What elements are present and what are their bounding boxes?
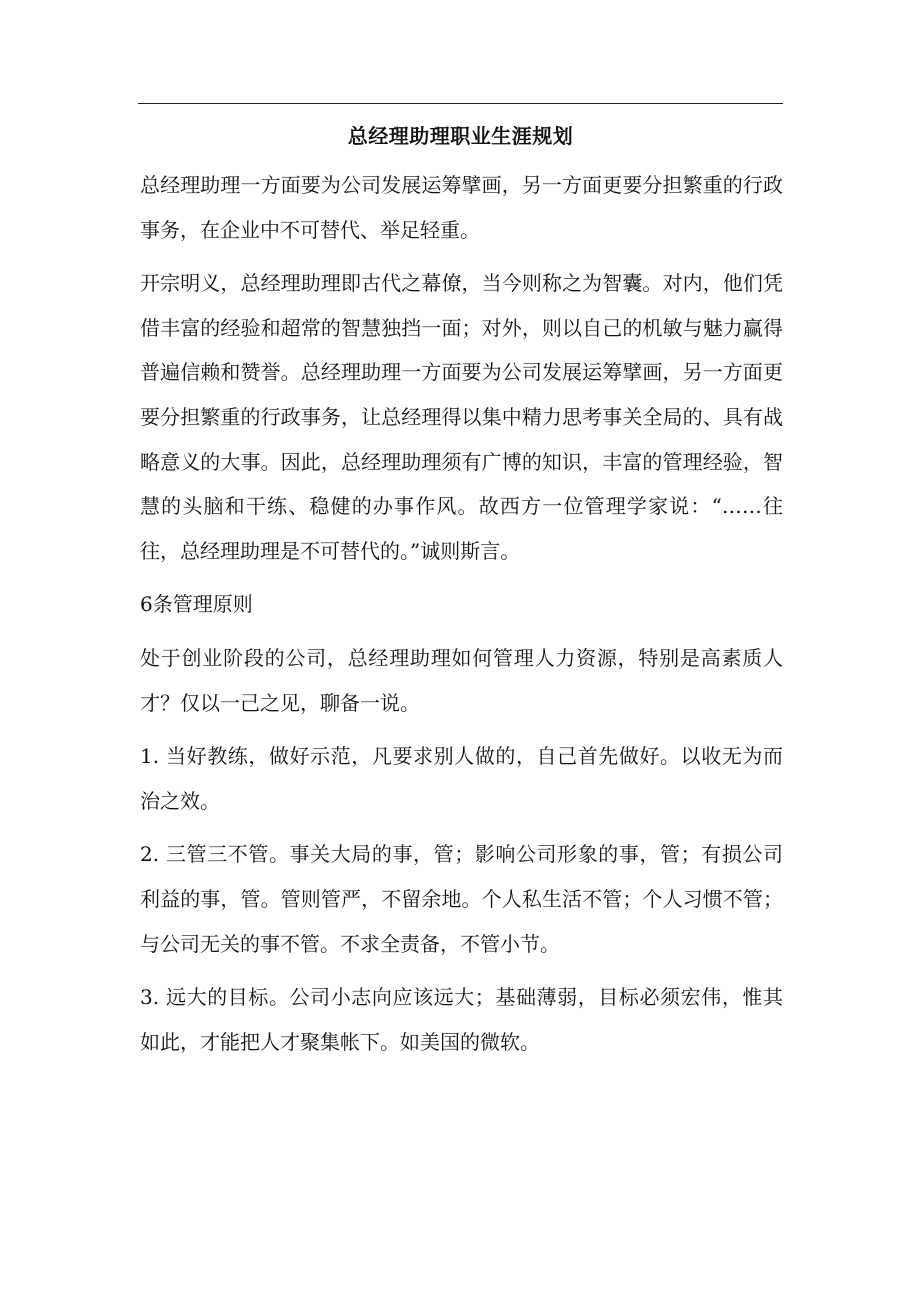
intro-paragraph: 总经理助理一方面要为公司发展运筹擘画，另一方面更要分担繁重的行政事务，在企业中不可替代、举足轻重。: [140, 173, 783, 242]
body-paragraph: 处于创业阶段的公司，总经理助理如何管理人力资源，特别是高素质人才？仅以一己之见，聊备一说。: [140, 645, 783, 715]
list-item: 2. 三管三不管。事关大局的事，管；影响公司形象的事，管；有损公司利益的事，管。管则管严，不留余地。个人私生活不管；个人习惯不管；与公司无关的事不管。不求全责备，不管小节。: [140, 842, 783, 956]
list-item: 1. 当好教练，做好示范，凡要求别人做的，自己首先做好。以收无为而治之效。: [140, 744, 783, 813]
body-paragraph: 开宗明义，总经理助理即古代之幕僚，当今则称之为智囊。对内，他们凭借丰富的经验和超常的智慧独挡一面；对外，则以自己的机敏与魅力赢得普遍信赖和赞誉。总经理助理一方面要为公司发展运筹擘画，另一方面更要分担繁重的行政事务，让总经理得以集中精力思考事关全局的、具有战略意义的大事。因此，总经理助理须有广博的知识，丰富的管理经验，智慧的头脑和干练、稳健的办事作风。故西方一位管理学家说：“……往往，总经理助理是不可替代的。”诚则斯言。: [140, 271, 783, 563]
header-rule: [138, 103, 783, 104]
list-item: 3. 远大的目标。公司小志向应该远大；基础薄弱，目标必须宏伟，惟其如此，才能把人才聚集帐下。如美国的微软。: [140, 985, 783, 1054]
section-heading: 6条管理原则: [140, 592, 253, 617]
document-body: [140, 163, 783, 1073]
document-title: 总经理助理职业生涯规划: [347, 124, 574, 148]
